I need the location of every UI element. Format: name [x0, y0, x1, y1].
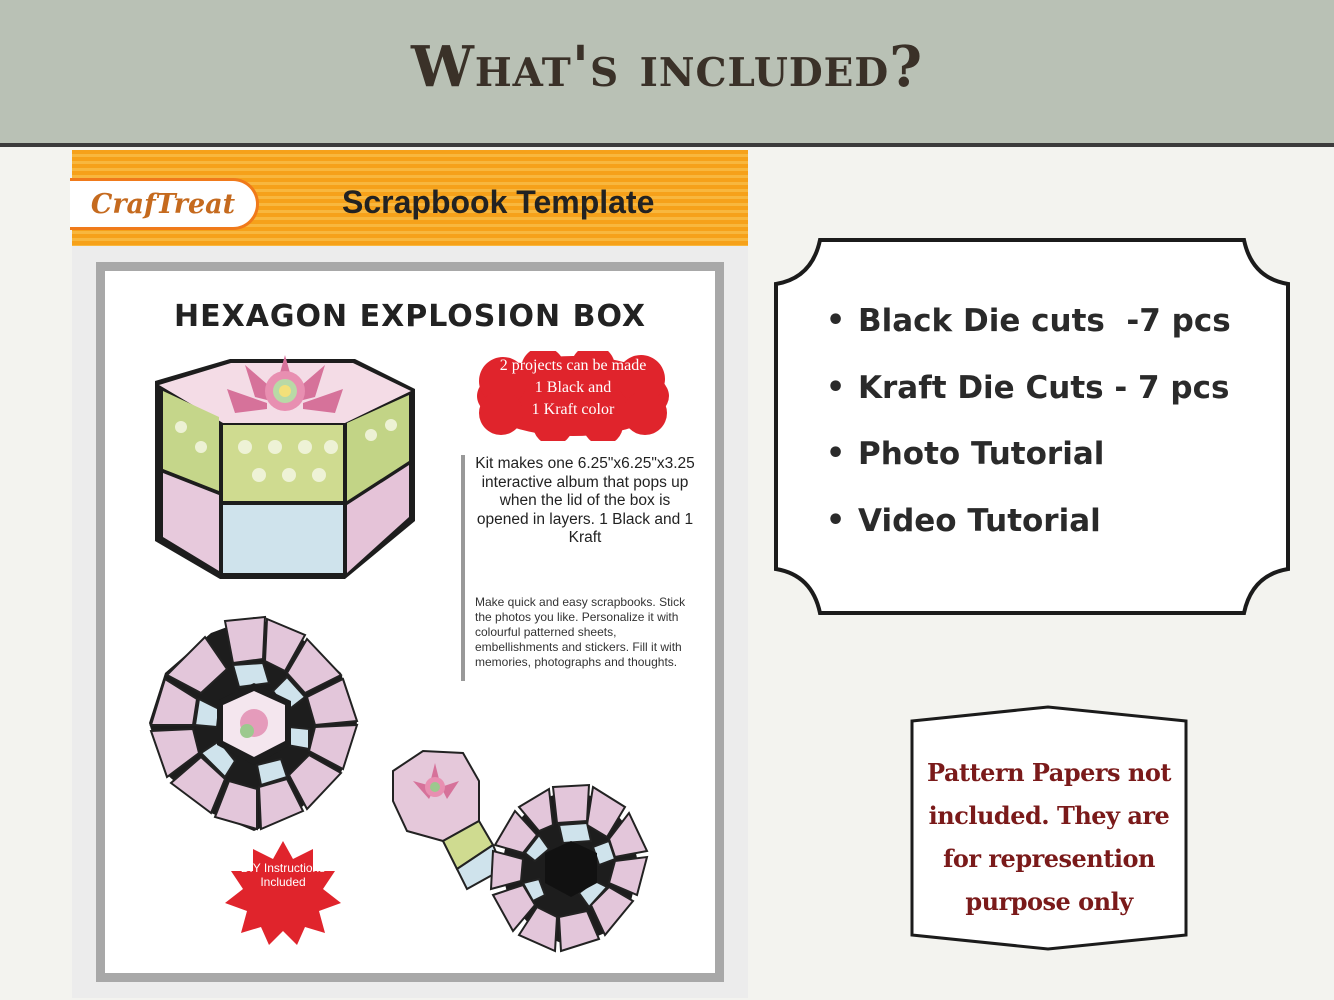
divider-line [461, 455, 465, 681]
brand-logo [70, 178, 259, 230]
opened-box-illustration [145, 613, 363, 835]
closed-box-illustration [135, 351, 435, 591]
projects-cloud-text [475, 355, 671, 421]
included-items-box [774, 238, 1290, 615]
cloud-line: 1 Black and [534, 379, 612, 396]
exploded-box-illustration [383, 741, 683, 981]
product-card [72, 150, 748, 998]
cloud-line: 1 Kraft color [531, 401, 615, 418]
included-item: • Black Die cuts -7 pcs [826, 302, 1231, 369]
product-description: Make quick and easy scrapbooks. Stick the photos you like. Personalize it with colourful patterned sheets, embellishments and stickers. Fill it with memories, photographs and thoughts. [475, 595, 686, 669]
page-header [0, 0, 1334, 147]
page-title: What's included? [410, 34, 924, 100]
banner-title: Scrapbook Template [342, 184, 655, 220]
included-items-list [826, 302, 1231, 568]
kit-text: Kit makes one 6.25"x6.25"x3.25 interactive album that pops up when the lid of the box is opened in layers. 1 Black and 1 Kraft [475, 455, 695, 546]
pattern-papers-note [908, 705, 1190, 951]
diy-badge-shape [225, 841, 341, 945]
cloud-line: 2 projects can be made [499, 357, 647, 374]
product-image-frame [96, 262, 724, 982]
included-item: • Kraft Die Cuts - 7 pcs [826, 369, 1231, 436]
diy-badge-text: DIY Instructions Included [240, 861, 326, 889]
product-title: HEXAGON EXPLOSION BOX [173, 299, 647, 334]
included-item: • Photo Tutorial [826, 435, 1231, 502]
included-item: • Video Tutorial [826, 502, 1231, 569]
product-banner [72, 150, 748, 246]
brand-logo-text: CrafTreat [90, 188, 236, 220]
note-text: Pattern Papers not included. They are for represention purpose only [927, 758, 1171, 916]
